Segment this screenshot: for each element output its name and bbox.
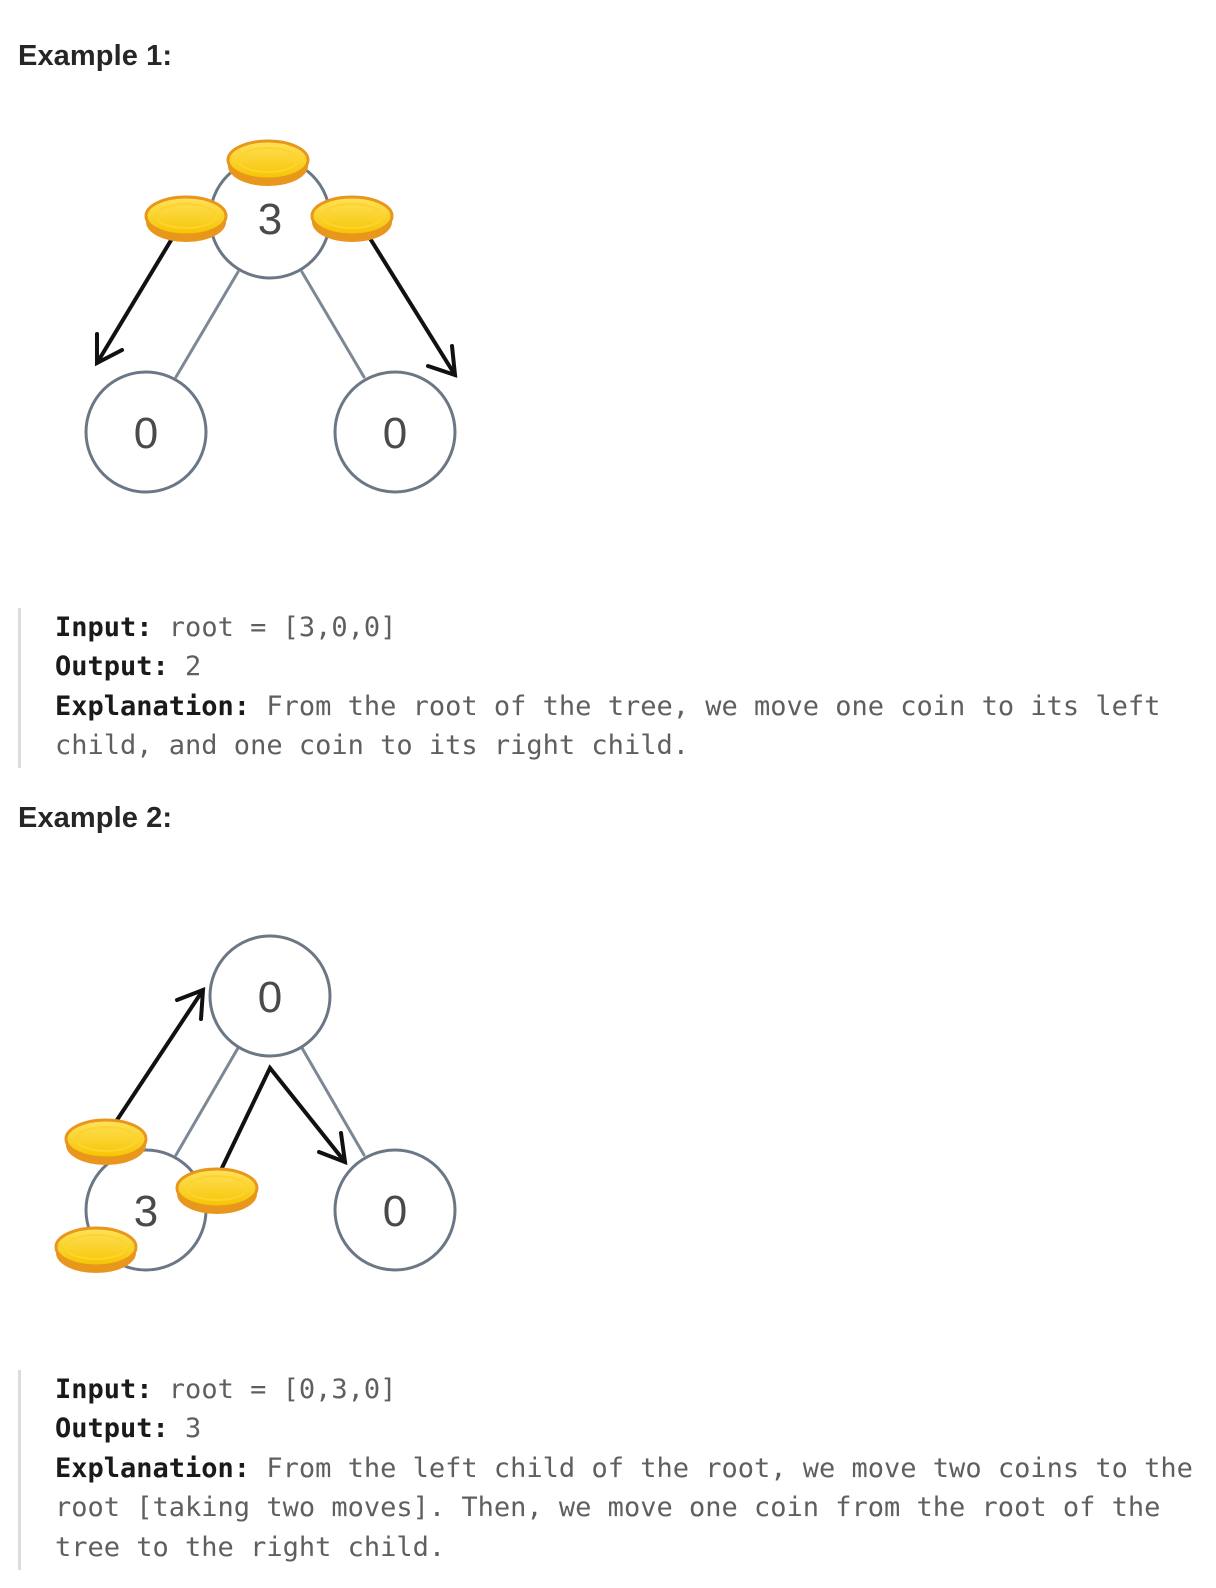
tree-node-root <box>210 936 330 1056</box>
coin-icon <box>312 197 392 242</box>
example-2-heading: Example 2: <box>18 802 173 834</box>
output-line <box>55 647 1198 686</box>
output-value: 2 <box>168 651 202 683</box>
tree-node-left <box>86 372 206 492</box>
output-label: Output: <box>55 651 169 683</box>
tree-edge-left <box>176 1048 238 1155</box>
input-label: Input: <box>55 612 153 643</box>
node-value: 3 <box>133 1187 159 1236</box>
coin-icon <box>56 1228 136 1273</box>
explanation-line <box>55 1449 1210 1567</box>
example-1-io-block <box>18 608 1198 768</box>
explanation-value: From the left child of the root, we move two coins to the root [taking two moves]. Then, we move one coin from the root of the tree to the right child. <box>55 1452 1210 1563</box>
example-1-tree-diagram <box>0 120 560 520</box>
explanation-line <box>55 687 1198 766</box>
arrow-icon <box>117 990 203 1120</box>
input-label: Input: <box>55 1374 153 1405</box>
coin-icon <box>146 197 226 242</box>
tree-edge-left <box>176 272 238 377</box>
input-line <box>55 608 1198 647</box>
tree-node-right <box>335 372 455 492</box>
arrow-icon <box>97 232 176 363</box>
coin-icon <box>177 1169 257 1214</box>
node-value: 3 <box>257 195 283 244</box>
output-label: Output: <box>55 1413 169 1445</box>
tree-edge-right <box>302 272 364 377</box>
coin-icon <box>228 141 308 186</box>
input-line <box>55 1370 1198 1409</box>
input-value: root = [3,0,0] <box>152 612 397 643</box>
node-value: 0 <box>382 1187 408 1236</box>
node-value: 0 <box>257 973 283 1022</box>
node-value: 0 <box>382 409 408 458</box>
coin-icon <box>66 1120 146 1165</box>
example-2-tree-diagram <box>0 910 560 1310</box>
tree-node-right <box>335 1150 455 1270</box>
node-value: 0 <box>133 409 159 458</box>
example-1-heading: Example 1: <box>18 40 173 72</box>
tree-edge-right <box>302 1048 364 1155</box>
arrow-icon <box>366 232 455 375</box>
input-value: root = [0,3,0] <box>152 1374 397 1405</box>
explanation-label: Explanation: <box>55 690 251 722</box>
output-line <box>55 1409 1198 1448</box>
explanation-label: Explanation: <box>55 1452 251 1484</box>
output-value: 3 <box>168 1413 202 1445</box>
arrow-icon <box>221 1068 345 1170</box>
example-2-io-block <box>18 1370 1210 1570</box>
explanation-value: From the root of the tree, we move one coin to its left child, and one coin to its right child. <box>55 690 1177 762</box>
